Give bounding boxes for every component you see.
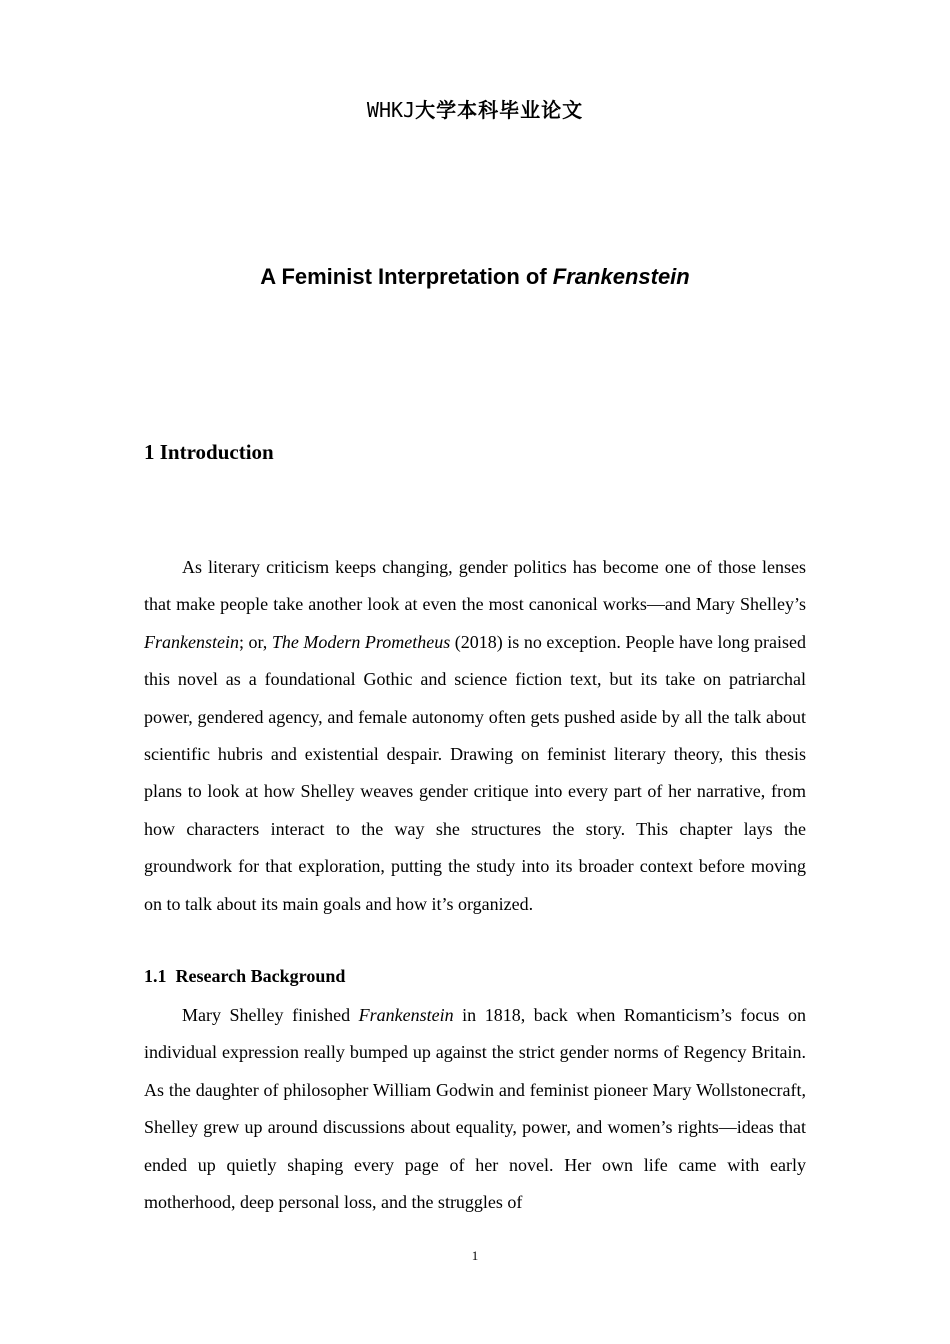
italic-title-run: Frankenstein [358,1005,454,1025]
text-run: ; or, [238,631,272,652]
running-header [0,94,950,123]
italic-title-run: The Modern Prometheus [271,631,451,652]
document-title [0,264,950,290]
subsection-heading-research-background: 1.1 Research Background [144,966,346,986]
text-run: As literary criticism keeps changing, gender politics has become one of those lenses that make people take another look at even the most canonical works—and Mary Shelley’s [144,557,806,615]
text-run: in 1818, back when Romanticism’s focus on individual expression really bumped up against the strict gender norms of Regency Britain. As the daughter of philosopher William Godwin and feminist pioneer Mary Wollstonecraft, Shelley grew up around discussions about equality, power, and women’s rights—ideas that ended up quietly shaping every page of her novel. Her own life came with early motherhood, deep personal loss, and the struggles of [144,1005,806,1213]
title-italic: Frankenstein [552,264,690,289]
text-run: Mary Shelley finished [182,1005,359,1025]
italic-title-run: Frankenstein [144,631,239,652]
header-cjk: 大学本科毕业论文 [415,98,584,122]
title-main: A Feminist Interpretation of [260,264,553,289]
section-heading-introduction: 1 Introduction [144,440,274,464]
text-run: (2018) is no exception. People have long praised this novel as a foundational Gothic and science fiction text, but its take on patriarchal power, gendered agency, and female autonomy often gets pushed aside by all the talk about scientific hubris and existential despair. Drawing on feminist literary theory, this thesis plans to look at how Shelley weaves gender critique into every part of her narrative, from how characters interact to the way she structures the story. This chapter lays the groundwork for that exploration, putting the study into its broader context before moving on to talk about its main goals and how it’s organized. [144,631,806,914]
research-background-paragraph [144,997,806,1221]
header-latin: WHKJ [366,98,416,122]
introduction-paragraph [144,549,806,923]
page-number: 1 [471,1248,479,1263]
